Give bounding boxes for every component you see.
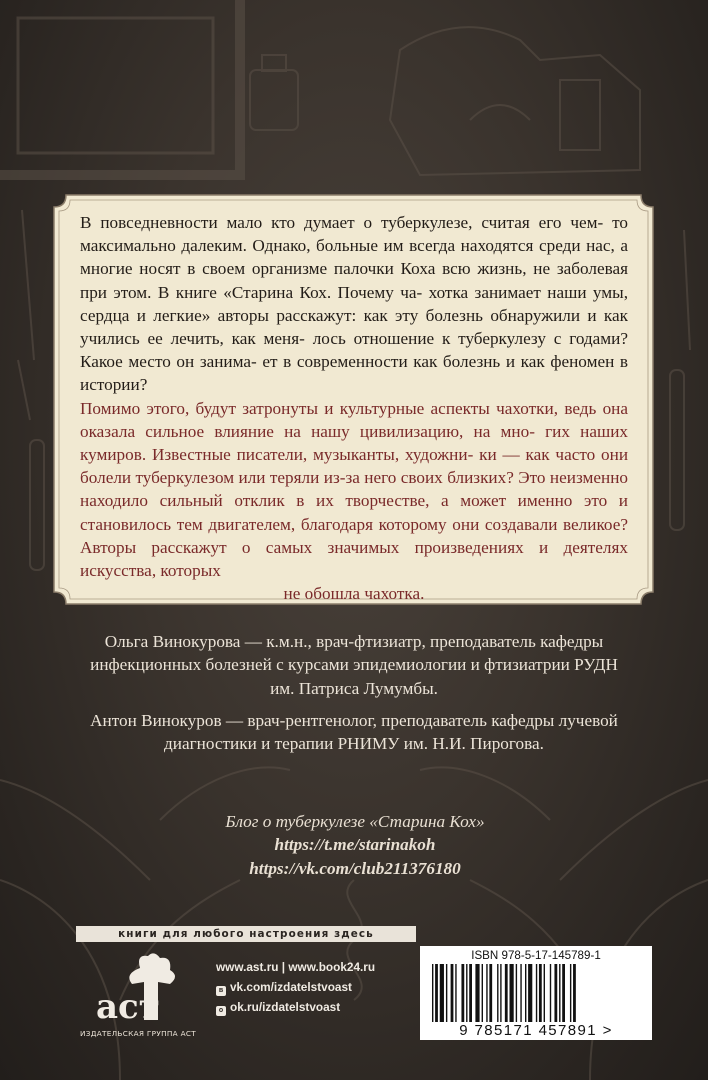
intro-line: хотка занимает наши умы, сердца и легкие» авторы расскажут: [80,282,629,325]
ok-row[interactable] [216,997,436,1017]
publisher-links [216,957,436,1017]
accent-line: ки — как часто они болели туберкулезом или теряли из-за него [80,445,629,488]
barcode-bar [455,964,456,1022]
author-bio-anton: Антон Винокуров — врач-рентгенолог, преподаватель кафедры лучевой диагностики и терапии РНИМУ им. Н.И. Пирогова. [90,711,618,754]
vk-row[interactable] [216,977,436,997]
logo-text: aст [96,987,160,1027]
vk-icon: в [216,986,226,996]
barcode-bar [446,964,447,1022]
barcode-bar [525,964,526,1022]
barcode-bar [489,964,492,1022]
barcode-bars [430,964,642,1022]
barcode-bar [570,964,571,1022]
accent-line: гих наших кумиров. Известные писатели, музыканты, художни- [80,421,628,465]
vk-address[interactable]: vk.com/izdatelstvoast [230,980,352,994]
publisher-slogan: книги для любого настроения здесь [76,926,416,942]
telegram-link[interactable]: https://t.me/starinakoh [274,835,436,855]
barcode-bar [435,964,438,1022]
accent-line: своих близких? Это неизменно находило сильный отклик в их [80,468,628,511]
description-intro [80,211,628,397]
blog-block [140,810,570,880]
barcode-bar [505,964,508,1022]
barcode-bar [466,964,467,1022]
intro-line: ет в современности как болезнь и как феномен в истории? [80,352,628,395]
publisher-sites[interactable]: www.ast.ru | www.book24.ru [216,960,376,974]
intro-line: жизнь, не заболевая при этом. В книге «Старина Кох. Почему ча- [80,259,628,302]
barcode-bar [482,964,483,1022]
barcode-bar [516,964,517,1022]
barcode-bar [510,964,514,1022]
description-text [80,211,628,605]
intro-line: как эту болезнь обнаружили и как учились ее лечить, как меня- [80,305,629,349]
barcode-bar [559,964,560,1022]
accent-line: о самых значимых произведениях и деятелях искусства, которых [80,537,628,581]
barcode-bar [497,964,498,1022]
ok-icon: о [216,1006,226,1016]
blog-title: Блог о туберкулезе «Старина Кох» [225,812,485,831]
barcode-bar [500,964,501,1022]
accent-line: благодаря которому они создавали великое? Авторы расскажут [80,514,628,557]
intro-line: В повседневности мало кто думает о туберкулезе, считая его чем- [80,213,604,232]
ok-address[interactable]: ok.ru/izdatelstvoast [230,1000,341,1014]
barcode-bar [461,964,464,1022]
ast-logo [88,950,188,1035]
barcode-bar [451,964,454,1022]
intro-line: среди нас, а многие носят в своем организме палочки Коха всю [80,236,628,279]
barcode-bar [573,964,576,1022]
barcode-bar [475,964,479,1022]
publisher-caption: ИЗДАТЕЛЬСКАЯ ГРУППА АСТ [79,1029,197,1038]
accent-line: творчестве, а может именно это и становилось тем двигателем, [80,491,628,534]
accent-line: Помимо этого, будут затронуты и культурные аспекты чахотки, [80,398,559,418]
vk-link[interactable]: https://vk.com/club211376180 [249,858,461,878]
barcode-bar [528,964,532,1022]
barcode-bar [562,964,565,1022]
accent-line: ведь она оказала сильное влияние на нашу цивилизацию, на мно- [80,398,629,441]
description-card [52,193,655,606]
barcode-bar [486,964,487,1022]
isbn-text: ISBN 978-5-17-145789-1 [471,949,601,962]
barcode-bar [432,964,433,1022]
intro-line: то максимально далеким. Однако, больные им всегда находятся [80,213,629,256]
barcode-digits: 9 785171 457891 > [459,1022,613,1039]
barcode-bar [554,964,557,1022]
barcode-bar [520,964,521,1022]
barcode-box [420,946,652,1040]
barcode-bar [539,964,542,1022]
barcode-bar [544,964,545,1022]
barcode-bar [536,964,537,1022]
barcode-bar [550,964,551,1022]
description-accent [80,397,628,606]
accent-line: не обошла чахотка. [283,584,425,604]
intro-line: лось отношение к туберкулезу с годами? Какое место он занима- [80,329,628,372]
author-bio-olga: Ольга Винокурова — к.м.н., врач-фтизиатр, преподаватель кафедры инфекционных болезней с курсами эпидемиологии и фтизиатрии РУДН им. Патриса Лумумбы. [90,632,618,698]
barcode-bar [440,964,444,1022]
barcode-bar [469,964,472,1022]
